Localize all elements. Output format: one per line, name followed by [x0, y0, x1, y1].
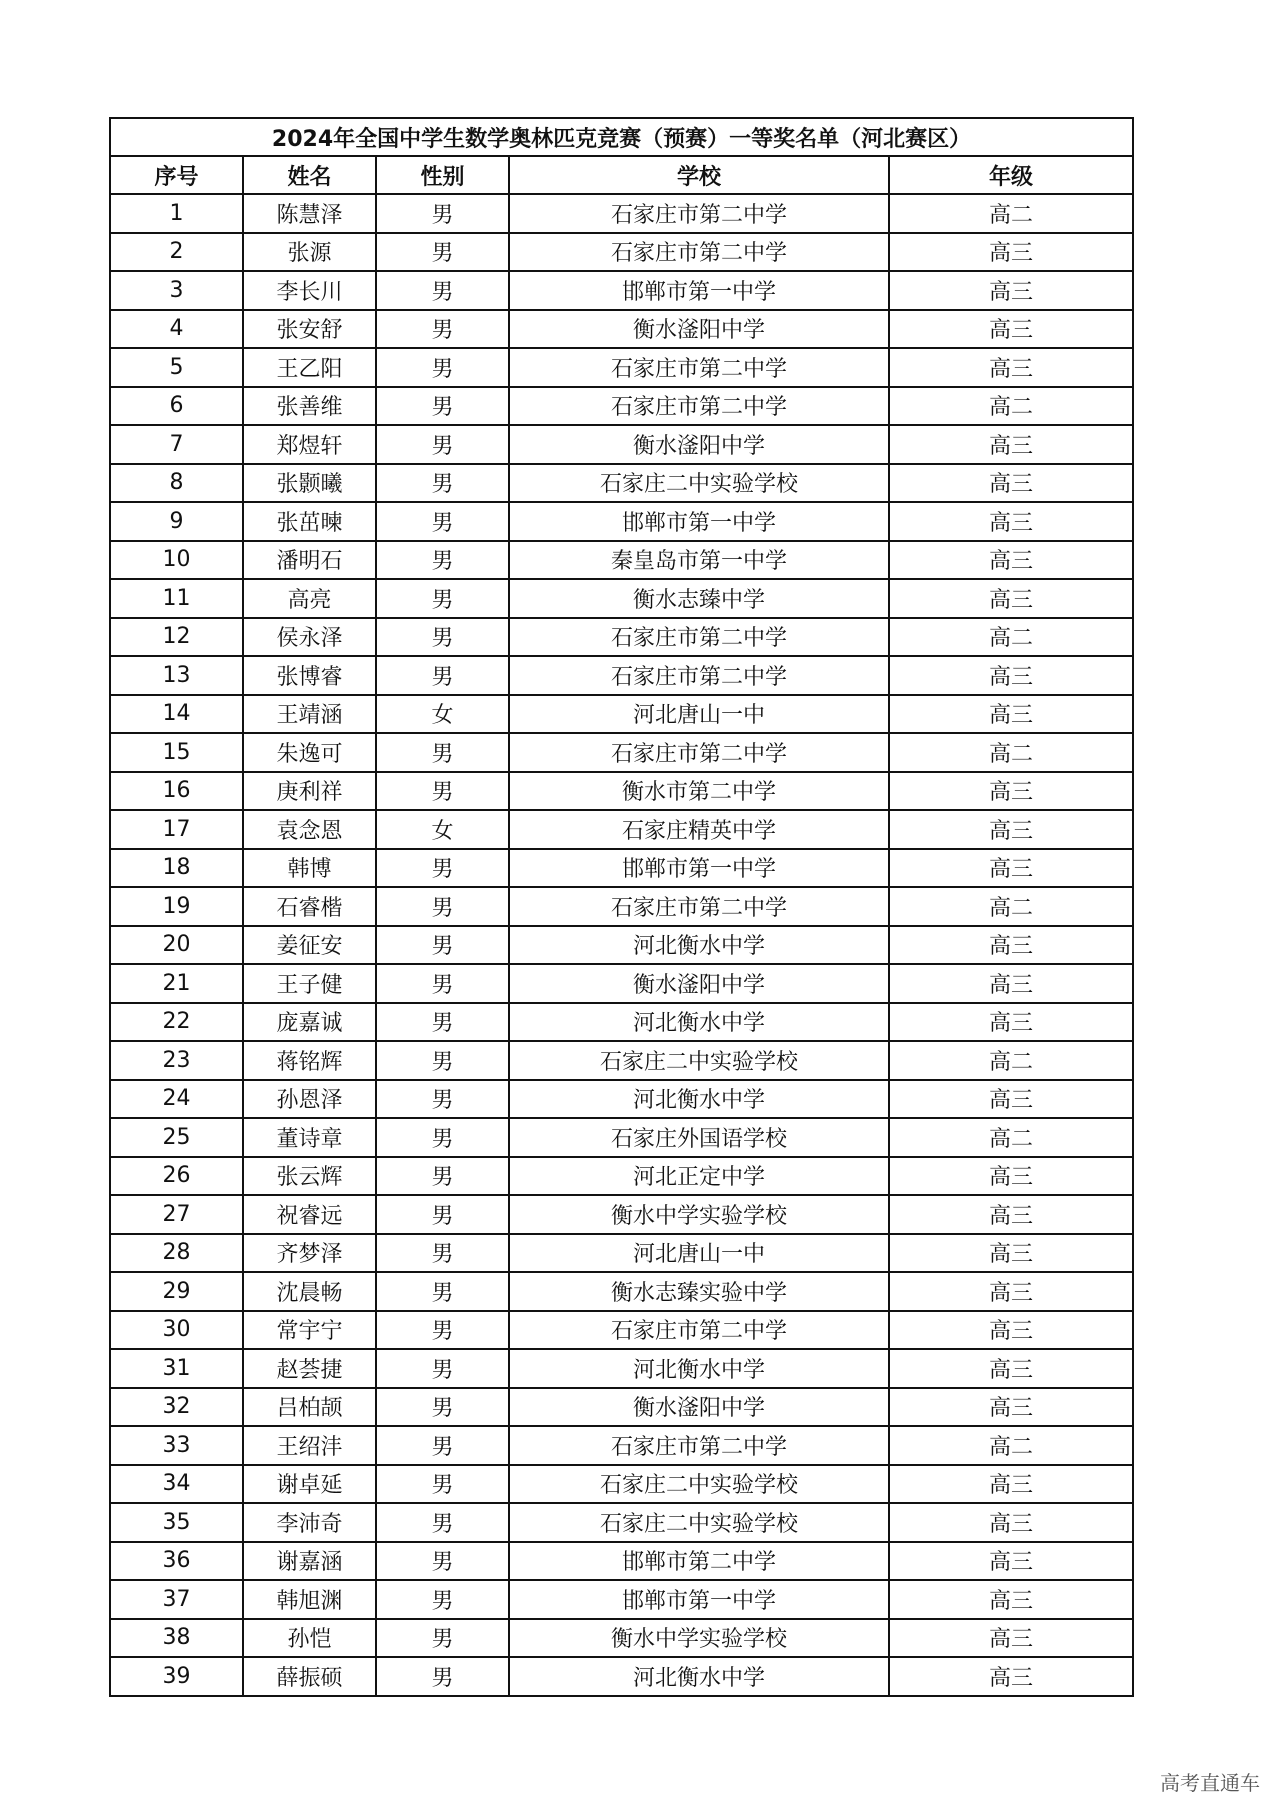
- cell-name: 王乙阳: [243, 348, 376, 387]
- table-row: [110, 233, 1133, 272]
- cell-school: 石家庄二中实验学校: [509, 1465, 889, 1504]
- cell-grade: 高三: [889, 1157, 1133, 1196]
- cell-index: 32: [110, 1388, 243, 1427]
- cell-gender: 男: [376, 1542, 509, 1581]
- table-title: 2024年全国中学生数学奥林匹克竞赛（预赛）一等奖名单（河北赛区）: [110, 118, 1133, 156]
- cell-index: 27: [110, 1195, 243, 1234]
- cell-gender: 男: [376, 233, 509, 272]
- cell-grade: 高三: [889, 1080, 1133, 1119]
- cell-gender: 男: [376, 1503, 509, 1542]
- cell-gender: 男: [376, 271, 509, 310]
- table-row: [110, 425, 1133, 464]
- table-row: [110, 695, 1133, 734]
- cell-gender: 男: [376, 1349, 509, 1388]
- cell-gender: 男: [376, 772, 509, 811]
- cell-name: 庞嘉诚: [243, 1003, 376, 1042]
- cell-grade: 高三: [889, 310, 1133, 349]
- table-row: [110, 271, 1133, 310]
- cell-name: 孙恩泽: [243, 1080, 376, 1119]
- cell-school: 河北衡水中学: [509, 1349, 889, 1388]
- cell-grade: 高三: [889, 579, 1133, 618]
- cell-index: 3: [110, 271, 243, 310]
- cell-grade: 高二: [889, 618, 1133, 657]
- table-row: [110, 1157, 1133, 1196]
- table-row: [110, 541, 1133, 580]
- cell-name: 沈晨畅: [243, 1272, 376, 1311]
- cell-school: 衡水滏阳中学: [509, 425, 889, 464]
- cell-index: 14: [110, 695, 243, 734]
- cell-name: 谢卓延: [243, 1465, 376, 1504]
- cell-grade: 高三: [889, 1003, 1133, 1042]
- cell-grade: 高三: [889, 926, 1133, 965]
- cell-index: 7: [110, 425, 243, 464]
- cell-gender: 男: [376, 1234, 509, 1273]
- cell-name: 齐梦泽: [243, 1234, 376, 1273]
- table-row: [110, 1426, 1133, 1465]
- header-grade: 年级: [889, 156, 1133, 194]
- table-row: [110, 1311, 1133, 1350]
- cell-gender: 男: [376, 348, 509, 387]
- cell-school: 石家庄市第二中学: [509, 194, 889, 233]
- cell-grade: 高三: [889, 502, 1133, 541]
- cell-grade: 高三: [889, 1349, 1133, 1388]
- cell-grade: 高三: [889, 1195, 1133, 1234]
- cell-gender: 男: [376, 849, 509, 888]
- cell-name: 常宇宁: [243, 1311, 376, 1350]
- cell-school: 衡水中学实验学校: [509, 1195, 889, 1234]
- cell-grade: 高三: [889, 772, 1133, 811]
- table-row: [110, 579, 1133, 618]
- cell-grade: 高三: [889, 1657, 1133, 1696]
- header-index: 序号: [110, 156, 243, 194]
- cell-school: 石家庄二中实验学校: [509, 1503, 889, 1542]
- cell-name: 韩博: [243, 849, 376, 888]
- cell-school: 邯郸市第二中学: [509, 1542, 889, 1581]
- table-row: [110, 656, 1133, 695]
- cell-grade: 高三: [889, 348, 1133, 387]
- cell-gender: 男: [376, 579, 509, 618]
- cell-name: 谢嘉涵: [243, 1542, 376, 1581]
- table-row: [110, 849, 1133, 888]
- cell-name: 庚利祥: [243, 772, 376, 811]
- cell-name: 张善维: [243, 387, 376, 426]
- header-gender: 性别: [376, 156, 509, 194]
- cell-index: 6: [110, 387, 243, 426]
- cell-school: 河北衡水中学: [509, 1080, 889, 1119]
- cell-grade: 高三: [889, 464, 1133, 503]
- cell-index: 8: [110, 464, 243, 503]
- table-row: [110, 1080, 1133, 1119]
- cell-index: 25: [110, 1118, 243, 1157]
- table-row: [110, 887, 1133, 926]
- cell-index: 30: [110, 1311, 243, 1350]
- cell-school: 石家庄市第二中学: [509, 887, 889, 926]
- cell-school: 衡水市第二中学: [509, 772, 889, 811]
- cell-name: 潘明石: [243, 541, 376, 580]
- cell-index: 19: [110, 887, 243, 926]
- cell-school: 衡水中学实验学校: [509, 1619, 889, 1658]
- cell-index: 26: [110, 1157, 243, 1196]
- cell-school: 石家庄市第二中学: [509, 618, 889, 657]
- cell-school: 河北正定中学: [509, 1157, 889, 1196]
- cell-index: 31: [110, 1349, 243, 1388]
- cell-school: 邯郸市第一中学: [509, 1580, 889, 1619]
- cell-grade: 高三: [889, 1234, 1133, 1273]
- cell-name: 张颢曦: [243, 464, 376, 503]
- cell-name: 袁念恩: [243, 810, 376, 849]
- cell-gender: 男: [376, 1272, 509, 1311]
- cell-name: 蒋铭辉: [243, 1041, 376, 1080]
- cell-index: 12: [110, 618, 243, 657]
- cell-gender: 男: [376, 387, 509, 426]
- cell-index: 33: [110, 1426, 243, 1465]
- cell-school: 河北唐山一中: [509, 695, 889, 734]
- cell-school: 河北衡水中学: [509, 1003, 889, 1042]
- cell-name: 祝睿远: [243, 1195, 376, 1234]
- table-row: [110, 964, 1133, 1003]
- cell-gender: 女: [376, 810, 509, 849]
- cell-grade: 高三: [889, 1542, 1133, 1581]
- cell-index: 24: [110, 1080, 243, 1119]
- table-row: [110, 1503, 1133, 1542]
- cell-grade: 高三: [889, 233, 1133, 272]
- cell-school: 石家庄二中实验学校: [509, 1041, 889, 1080]
- cell-school: 石家庄二中实验学校: [509, 464, 889, 503]
- cell-grade: 高三: [889, 1503, 1133, 1542]
- table-row: [110, 926, 1133, 965]
- cell-index: 11: [110, 579, 243, 618]
- cell-name: 赵荟捷: [243, 1349, 376, 1388]
- table-row: [110, 1234, 1133, 1273]
- cell-gender: 男: [376, 1118, 509, 1157]
- cell-gender: 男: [376, 964, 509, 1003]
- header-school: 学校: [509, 156, 889, 194]
- cell-index: 15: [110, 733, 243, 772]
- cell-index: 18: [110, 849, 243, 888]
- cell-gender: 男: [376, 1465, 509, 1504]
- cell-name: 陈慧泽: [243, 194, 376, 233]
- cell-gender: 男: [376, 541, 509, 580]
- table-row: [110, 1580, 1133, 1619]
- cell-school: 邯郸市第一中学: [509, 502, 889, 541]
- cell-gender: 男: [376, 464, 509, 503]
- cell-grade: 高三: [889, 541, 1133, 580]
- table-row: [110, 1272, 1133, 1311]
- cell-index: 17: [110, 810, 243, 849]
- cell-name: 孙恺: [243, 1619, 376, 1658]
- cell-name: 朱逸可: [243, 733, 376, 772]
- cell-grade: 高二: [889, 887, 1133, 926]
- table-row: [110, 1388, 1133, 1427]
- award-table: [109, 117, 1134, 1697]
- cell-index: 36: [110, 1542, 243, 1581]
- cell-gender: 男: [376, 887, 509, 926]
- cell-school: 石家庄精英中学: [509, 810, 889, 849]
- cell-index: 21: [110, 964, 243, 1003]
- cell-school: 邯郸市第一中学: [509, 271, 889, 310]
- table-row: [110, 772, 1133, 811]
- cell-grade: 高二: [889, 194, 1133, 233]
- table-row: [110, 348, 1133, 387]
- cell-gender: 男: [376, 194, 509, 233]
- cell-name: 吕柏颉: [243, 1388, 376, 1427]
- table-row: [110, 194, 1133, 233]
- cell-grade: 高二: [889, 387, 1133, 426]
- cell-grade: 高二: [889, 1118, 1133, 1157]
- cell-gender: 男: [376, 1157, 509, 1196]
- cell-index: 16: [110, 772, 243, 811]
- cell-index: 1: [110, 194, 243, 233]
- cell-index: 9: [110, 502, 243, 541]
- cell-gender: 男: [376, 1619, 509, 1658]
- header-name: 姓名: [243, 156, 376, 194]
- watermark: 高考直通车: [1160, 1771, 1260, 1795]
- cell-school: 秦皇岛市第一中学: [509, 541, 889, 580]
- cell-school: 河北衡水中学: [509, 926, 889, 965]
- cell-gender: 男: [376, 618, 509, 657]
- table-row: [110, 310, 1133, 349]
- cell-index: 5: [110, 348, 243, 387]
- cell-name: 石睿楷: [243, 887, 376, 926]
- cell-grade: 高三: [889, 695, 1133, 734]
- cell-name: 张茁暕: [243, 502, 376, 541]
- table-row: [110, 1349, 1133, 1388]
- cell-name: 王靖涵: [243, 695, 376, 734]
- cell-gender: 男: [376, 1388, 509, 1427]
- cell-school: 石家庄市第二中学: [509, 656, 889, 695]
- cell-index: 35: [110, 1503, 243, 1542]
- cell-name: 郑煜轩: [243, 425, 376, 464]
- cell-index: 29: [110, 1272, 243, 1311]
- cell-name: 张云辉: [243, 1157, 376, 1196]
- cell-grade: 高二: [889, 733, 1133, 772]
- cell-name: 张博睿: [243, 656, 376, 695]
- cell-school: 衡水滏阳中学: [509, 310, 889, 349]
- table-row: [110, 810, 1133, 849]
- table-row: [110, 1118, 1133, 1157]
- cell-grade: 高二: [889, 1041, 1133, 1080]
- cell-grade: 高三: [889, 849, 1133, 888]
- cell-grade: 高三: [889, 810, 1133, 849]
- cell-school: 石家庄市第二中学: [509, 733, 889, 772]
- cell-name: 王绍沣: [243, 1426, 376, 1465]
- cell-grade: 高二: [889, 1426, 1133, 1465]
- cell-gender: 女: [376, 695, 509, 734]
- cell-grade: 高三: [889, 964, 1133, 1003]
- cell-gender: 男: [376, 1426, 509, 1465]
- cell-name: 张源: [243, 233, 376, 272]
- cell-school: 河北唐山一中: [509, 1234, 889, 1273]
- cell-index: 38: [110, 1619, 243, 1658]
- table-row: [110, 1041, 1133, 1080]
- cell-index: 34: [110, 1465, 243, 1504]
- cell-grade: 高三: [889, 1388, 1133, 1427]
- cell-index: 2: [110, 233, 243, 272]
- table-row: [110, 618, 1133, 657]
- cell-gender: 男: [376, 1580, 509, 1619]
- cell-index: 13: [110, 656, 243, 695]
- table-row: [110, 1003, 1133, 1042]
- table-row: [110, 1465, 1133, 1504]
- cell-gender: 男: [376, 1311, 509, 1350]
- cell-gender: 男: [376, 926, 509, 965]
- table-body: [110, 194, 1133, 1696]
- cell-name: 薛振硕: [243, 1657, 376, 1696]
- cell-name: 高亮: [243, 579, 376, 618]
- cell-index: 22: [110, 1003, 243, 1042]
- cell-gender: 男: [376, 1195, 509, 1234]
- cell-gender: 男: [376, 1041, 509, 1080]
- cell-gender: 男: [376, 502, 509, 541]
- cell-name: 侯永泽: [243, 618, 376, 657]
- cell-name: 李长川: [243, 271, 376, 310]
- cell-gender: 男: [376, 733, 509, 772]
- cell-gender: 男: [376, 1657, 509, 1696]
- cell-school: 衡水志臻实验中学: [509, 1272, 889, 1311]
- table-row: [110, 387, 1133, 426]
- cell-grade: 高三: [889, 1619, 1133, 1658]
- table-row: [110, 1542, 1133, 1581]
- cell-grade: 高三: [889, 425, 1133, 464]
- table-row: [110, 464, 1133, 503]
- cell-name: 姜征安: [243, 926, 376, 965]
- cell-school: 石家庄市第二中学: [509, 348, 889, 387]
- cell-grade: 高三: [889, 1580, 1133, 1619]
- cell-school: 衡水滏阳中学: [509, 964, 889, 1003]
- cell-index: 20: [110, 926, 243, 965]
- cell-school: 衡水志臻中学: [509, 579, 889, 618]
- cell-school: 河北衡水中学: [509, 1657, 889, 1696]
- cell-gender: 男: [376, 656, 509, 695]
- cell-grade: 高三: [889, 271, 1133, 310]
- cell-name: 韩旭渊: [243, 1580, 376, 1619]
- cell-school: 石家庄市第二中学: [509, 1426, 889, 1465]
- cell-grade: 高三: [889, 1272, 1133, 1311]
- table-row: [110, 1195, 1133, 1234]
- cell-grade: 高三: [889, 1465, 1133, 1504]
- cell-school: 石家庄市第二中学: [509, 387, 889, 426]
- cell-gender: 男: [376, 425, 509, 464]
- cell-gender: 男: [376, 310, 509, 349]
- cell-school: 石家庄市第二中学: [509, 1311, 889, 1350]
- cell-grade: 高三: [889, 1311, 1133, 1350]
- table-row: [110, 502, 1133, 541]
- cell-school: 衡水滏阳中学: [509, 1388, 889, 1427]
- cell-school: 邯郸市第一中学: [509, 849, 889, 888]
- table-row: [110, 733, 1133, 772]
- table-row: [110, 1619, 1133, 1658]
- cell-school: 石家庄外国语学校: [509, 1118, 889, 1157]
- cell-grade: 高三: [889, 656, 1133, 695]
- cell-index: 10: [110, 541, 243, 580]
- cell-name: 张安舒: [243, 310, 376, 349]
- table-row: [110, 1657, 1133, 1696]
- cell-gender: 男: [376, 1080, 509, 1119]
- cell-index: 37: [110, 1580, 243, 1619]
- cell-school: 石家庄市第二中学: [509, 233, 889, 272]
- cell-gender: 男: [376, 1003, 509, 1042]
- cell-name: 王子健: [243, 964, 376, 1003]
- cell-index: 4: [110, 310, 243, 349]
- cell-index: 28: [110, 1234, 243, 1273]
- cell-index: 23: [110, 1041, 243, 1080]
- cell-index: 39: [110, 1657, 243, 1696]
- cell-name: 董诗章: [243, 1118, 376, 1157]
- cell-name: 李沛奇: [243, 1503, 376, 1542]
